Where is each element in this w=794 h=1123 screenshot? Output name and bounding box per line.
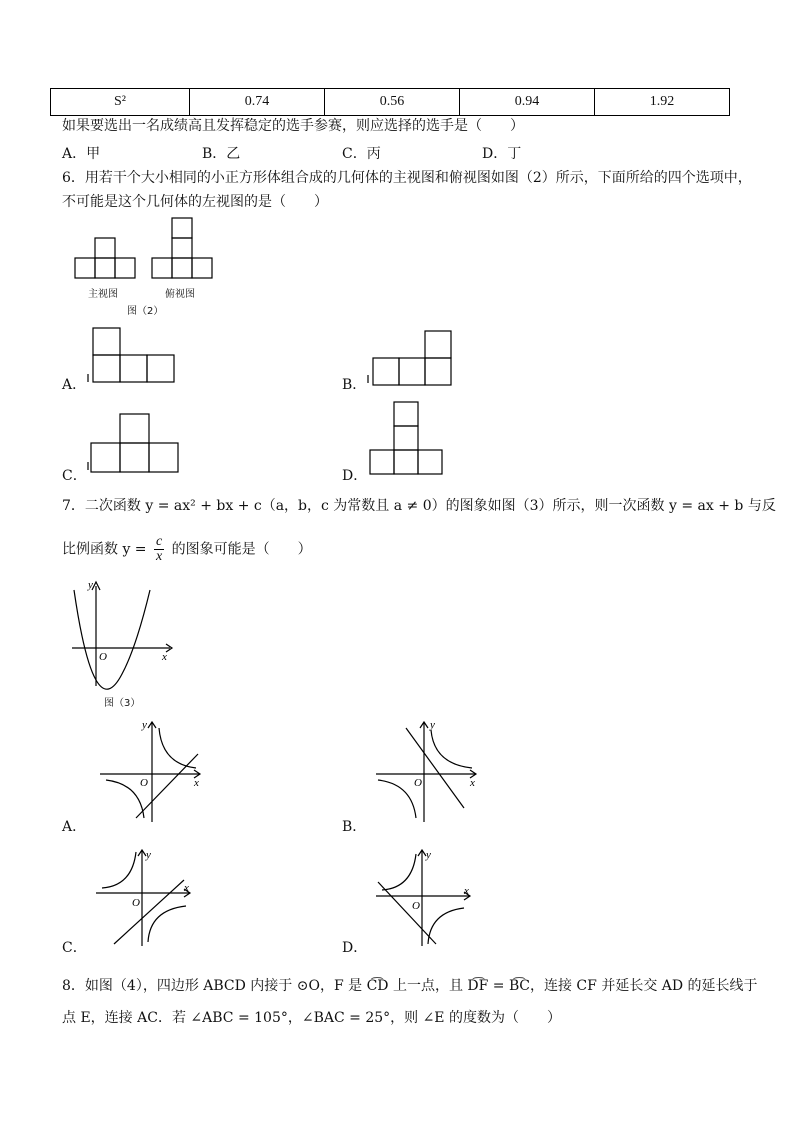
main-view-label: 主视图 (88, 289, 118, 300)
q7-parabola-figure (66, 578, 186, 690)
axis-x-label: x (162, 651, 167, 663)
table-cell: 0.74 (190, 89, 325, 116)
table-cell: 0.56 (325, 89, 460, 116)
q6-option-d-figure (368, 400, 446, 478)
axis-x-label: x (194, 777, 199, 789)
axis-x-label: x (184, 882, 189, 894)
q7-line2-post: 的图象可能是（ ） (171, 541, 312, 558)
q7-option-b[interactable]: B． (342, 819, 367, 835)
axis-y-label: y (430, 719, 435, 731)
q5-option-b[interactable]: B．乙 (202, 146, 241, 162)
q7-option-b-graph (372, 718, 482, 826)
origin-label: O (414, 777, 422, 789)
axis-y-label: y (426, 849, 431, 861)
origin-label: O (140, 777, 148, 789)
q5-option-c[interactable]: C．丙 (342, 146, 381, 162)
q7-option-d-graph (372, 846, 476, 950)
q6-option-b[interactable]: B． (342, 377, 367, 393)
q7-option-d[interactable]: D． (342, 940, 368, 956)
q7-line2-pre: 比例函数 y = (62, 541, 147, 558)
q6-line2: 不可能是这个几何体的左视图的是（ ） (62, 194, 328, 210)
top-view-label: 俯视图 (165, 289, 195, 300)
q6-option-d[interactable]: D． (342, 468, 368, 484)
fraction-denominator: x (156, 549, 163, 564)
q5-option-d[interactable]: D．丁 (482, 146, 522, 162)
figure-3-caption: 图（3） (104, 698, 141, 709)
origin-label: O (99, 651, 107, 663)
q5-prompt: 如果要选出一名成绩高且发挥稳定的选手参赛，则应选择的选手是（ ） (62, 118, 524, 134)
q6-option-a[interactable]: A． (62, 377, 87, 393)
q7-option-c[interactable]: C． (62, 940, 87, 956)
q7-line1: 7．二次函数 y = ax² + bx + c（a，b，c 为常数且 a ≠ 0）的图象如图（3）所示，则一次函数 y = ax + b 与反 (62, 498, 776, 514)
origin-label: O (412, 900, 420, 912)
q5-option-a[interactable]: A．甲 (62, 146, 101, 162)
q7-line2 (62, 535, 312, 564)
axis-y-label: y (88, 579, 93, 591)
table-cell: 1.92 (595, 89, 730, 116)
axis-x-label: x (464, 885, 469, 897)
variance-table (50, 88, 730, 116)
q8-line1: 8．如图（4），四边形 ABCD 内接于 ⊙O，F 是 C͡D 上一点，且 D͡F = B͡C，连接 CF 并延长交 AD 的延长线于 (62, 978, 758, 994)
table-cell-header: S² (51, 89, 190, 116)
table-row (51, 89, 730, 116)
q6-line1: 6．用若干个大小相同的小正方形体组合成的几何体的主视图和俯视图如图（2）所示，下面所给的四个选项中， (62, 170, 752, 186)
q7-option-a-graph (96, 718, 206, 826)
figure-2-caption: 图（2） (127, 306, 164, 317)
origin-label: O (132, 897, 140, 909)
q6-option-b-figure (366, 329, 456, 387)
q7-option-c-graph (92, 846, 196, 950)
axis-y-label: y (146, 849, 151, 861)
q6-option-a-figure (86, 326, 186, 386)
axis-y-label: y (142, 719, 147, 731)
q6-figure-views (70, 212, 220, 282)
q8-line2: 点 E，连接 AC．若 ∠ABC = 105°，∠BAC = 25°，则 ∠E 的度数为（ ） (62, 1010, 561, 1026)
fraction-numerator: c (156, 534, 163, 549)
q7-option-a[interactable]: A． (62, 819, 87, 835)
table-cell: 0.94 (460, 89, 595, 116)
q6-option-c-figure (86, 412, 186, 474)
fraction-c-over-x (154, 535, 164, 564)
q6-option-c[interactable]: C． (62, 468, 87, 484)
axis-x-label: x (470, 777, 475, 789)
